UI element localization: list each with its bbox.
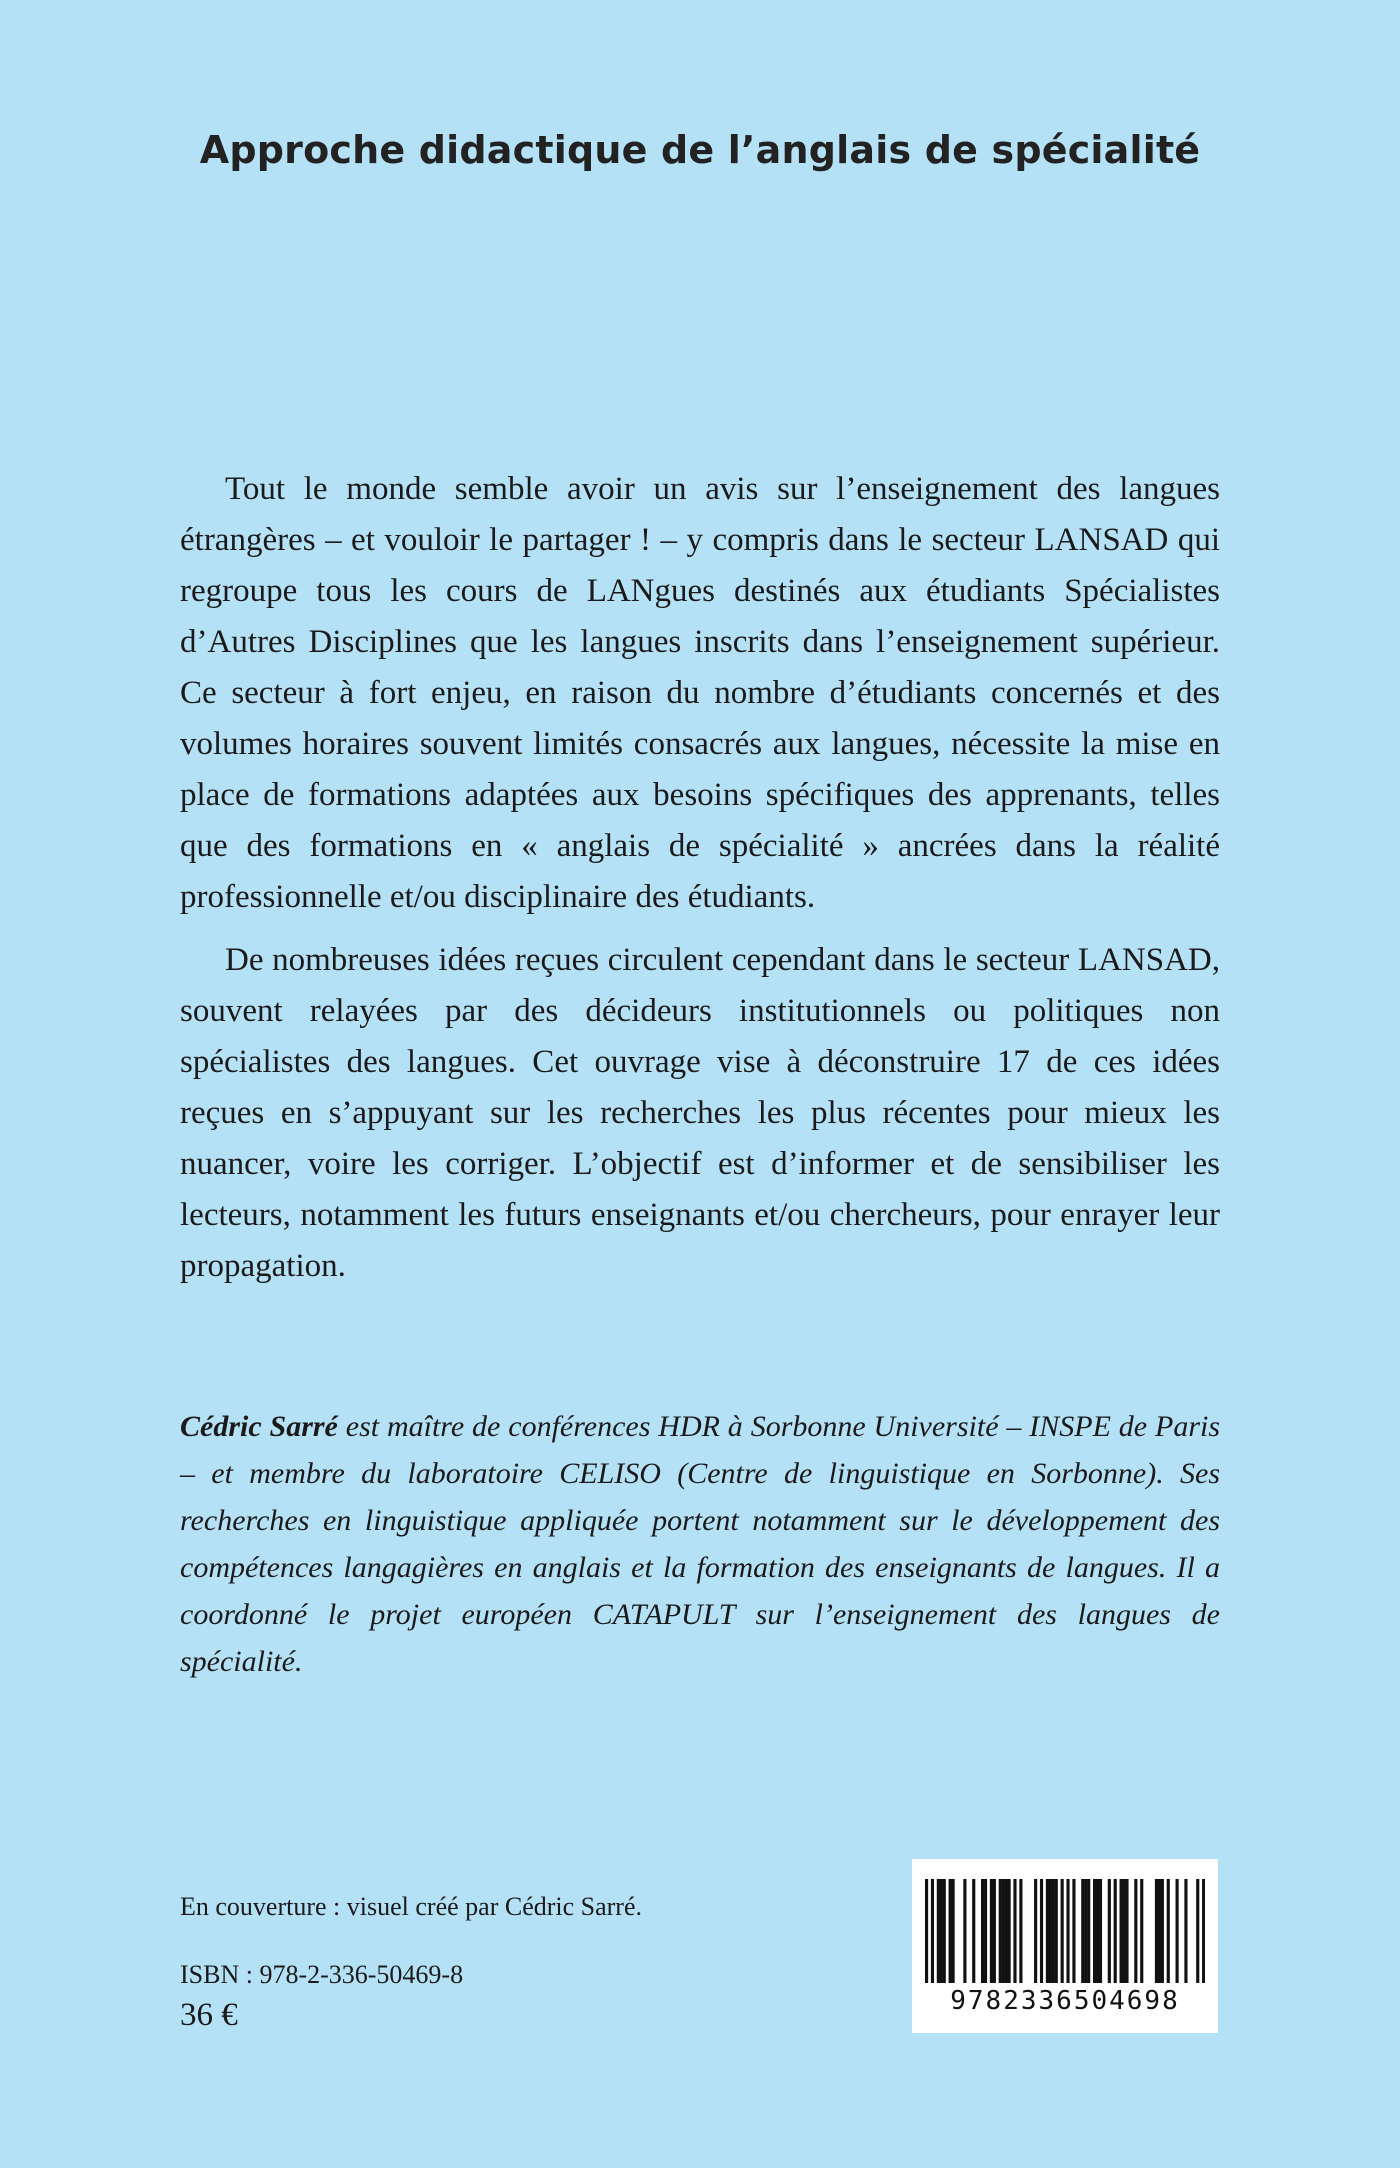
barcode-bar [1008, 1879, 1011, 1983]
barcode-bar [990, 1879, 993, 1983]
book-title: Approche didactique de l’anglais de spécialité [199, 128, 1201, 172]
barcode-bar [1013, 1879, 1016, 1983]
barcode-bar [1122, 1879, 1125, 1983]
barcode-bar [1184, 1879, 1187, 1983]
barcode-bar [1125, 1879, 1128, 1983]
barcode-bar [1196, 1879, 1199, 1983]
barcode-bar [1202, 1879, 1205, 1983]
barcode-bar [925, 1879, 928, 1983]
barcode-bar [1087, 1879, 1090, 1983]
description [180, 464, 1220, 1304]
barcode-bar [972, 1879, 975, 1983]
barcode-bar [1134, 1879, 1137, 1983]
barcode-bar [1093, 1879, 1096, 1983]
barcode-number: 9782336504698 [950, 1986, 1180, 2016]
barcode-bar [952, 1879, 955, 1983]
barcode-bar [1108, 1879, 1111, 1983]
barcode-bar [1034, 1879, 1037, 1983]
barcode-bar [981, 1879, 984, 1983]
author-bio [180, 1403, 1220, 1685]
barcode-bar [1066, 1879, 1069, 1983]
barcode-bar [1158, 1879, 1161, 1983]
barcode-bar [1120, 1879, 1123, 1983]
barcode-bar [1081, 1879, 1084, 1983]
barcode-bar [963, 1879, 966, 1983]
author-bio-text: est maître de conférences HDR à Sorbonne Université – INSPE de Paris – et membre du laboratoire CELISO (Centre de linguistique en Sorbonne). Ses recherches en linguistique appliquée portent notamment sur le développement des compétences langagières en anglais et la formation des enseignants de langues. Il a coordonné le projet européen CATAPULT sur l’enseignement des langues de spécialité. [180, 1410, 1221, 1678]
barcode-bar [1155, 1879, 1158, 1983]
barcode-bar [1176, 1879, 1179, 1983]
barcode-bars [925, 1879, 1205, 1987]
barcode-bar [1140, 1879, 1143, 1983]
barcode-bar [1049, 1879, 1052, 1983]
cover-credit: En couverture : visuel créé par Cédric Sarré. [180, 1892, 643, 1921]
barcode-bar [999, 1879, 1002, 1983]
barcode-bar [993, 1879, 996, 1983]
barcode-bar [943, 1879, 946, 1983]
barcode-bar [1161, 1879, 1164, 1983]
barcode-bar [1052, 1879, 1055, 1983]
barcode-bar [1167, 1879, 1170, 1983]
isbn: ISBN : 978-2-336-50469-8 [180, 1960, 464, 1989]
barcode-bar [1096, 1879, 1099, 1983]
barcode-bar [931, 1879, 934, 1983]
barcode-bar [1046, 1879, 1049, 1983]
barcode-bar [1040, 1879, 1043, 1983]
barcode-bar [1099, 1879, 1102, 1983]
barcode [912, 1859, 1218, 2033]
barcode-bar [1002, 1879, 1005, 1983]
barcode-bar [937, 1879, 940, 1983]
barcode-bar [984, 1879, 987, 1983]
barcode-bar [1019, 1879, 1022, 1983]
price: 36 € [180, 1997, 238, 2033]
barcode-bar [940, 1879, 943, 1983]
barcode-bar [1005, 1879, 1008, 1983]
description-paragraph-1: Tout le monde semble avoir un avis sur l’enseignement des langues étrangères – et vouloir le partager ! – y compris dans le secteur LANSAD qui regroupe tous les cours de LANgues destinés aux étudiants Spécialistes d’Autres Disciplines que les langues inscrits dans l’enseignement supérieur. Ce secteur à fort enjeu, en raison du nombre d’étudiants concernés et des volumes horaires souvent limités consacrés aux langues, nécessite la mise en place de formations adaptées aux besoins spécifiques des apprenants, telles que des formations en « anglais de spécialité » ancrées dans la réalité professionnelle et/ou disciplinaire des étudiants. [180, 471, 1220, 915]
description-paragraph-2: De nombreuses idées reçues circulent cependant dans le secteur LANSAD, souvent relayées par des décideurs institutionnels ou politiques non spécialistes des langues. Cet ouvrage vise à déconstruire 17 de ces idées reçues en s’appuyant sur les recherches les plus récentes pour mieux les nuancer, voire les corriger. L’objectif est d’informer et de sensibiliser les lecteurs, notamment les futurs enseignants et/ou chercheurs, pour enrayer leur propagation. [180, 942, 1220, 1284]
barcode-bar [1114, 1879, 1117, 1983]
barcode-bar [1055, 1879, 1058, 1983]
barcode-bar [1084, 1879, 1087, 1983]
barcode-bar [1072, 1879, 1075, 1983]
barcode-bar [949, 1879, 952, 1983]
barcode-bar [1061, 1879, 1064, 1983]
author-name: Cédric Sarré [180, 1410, 338, 1443]
